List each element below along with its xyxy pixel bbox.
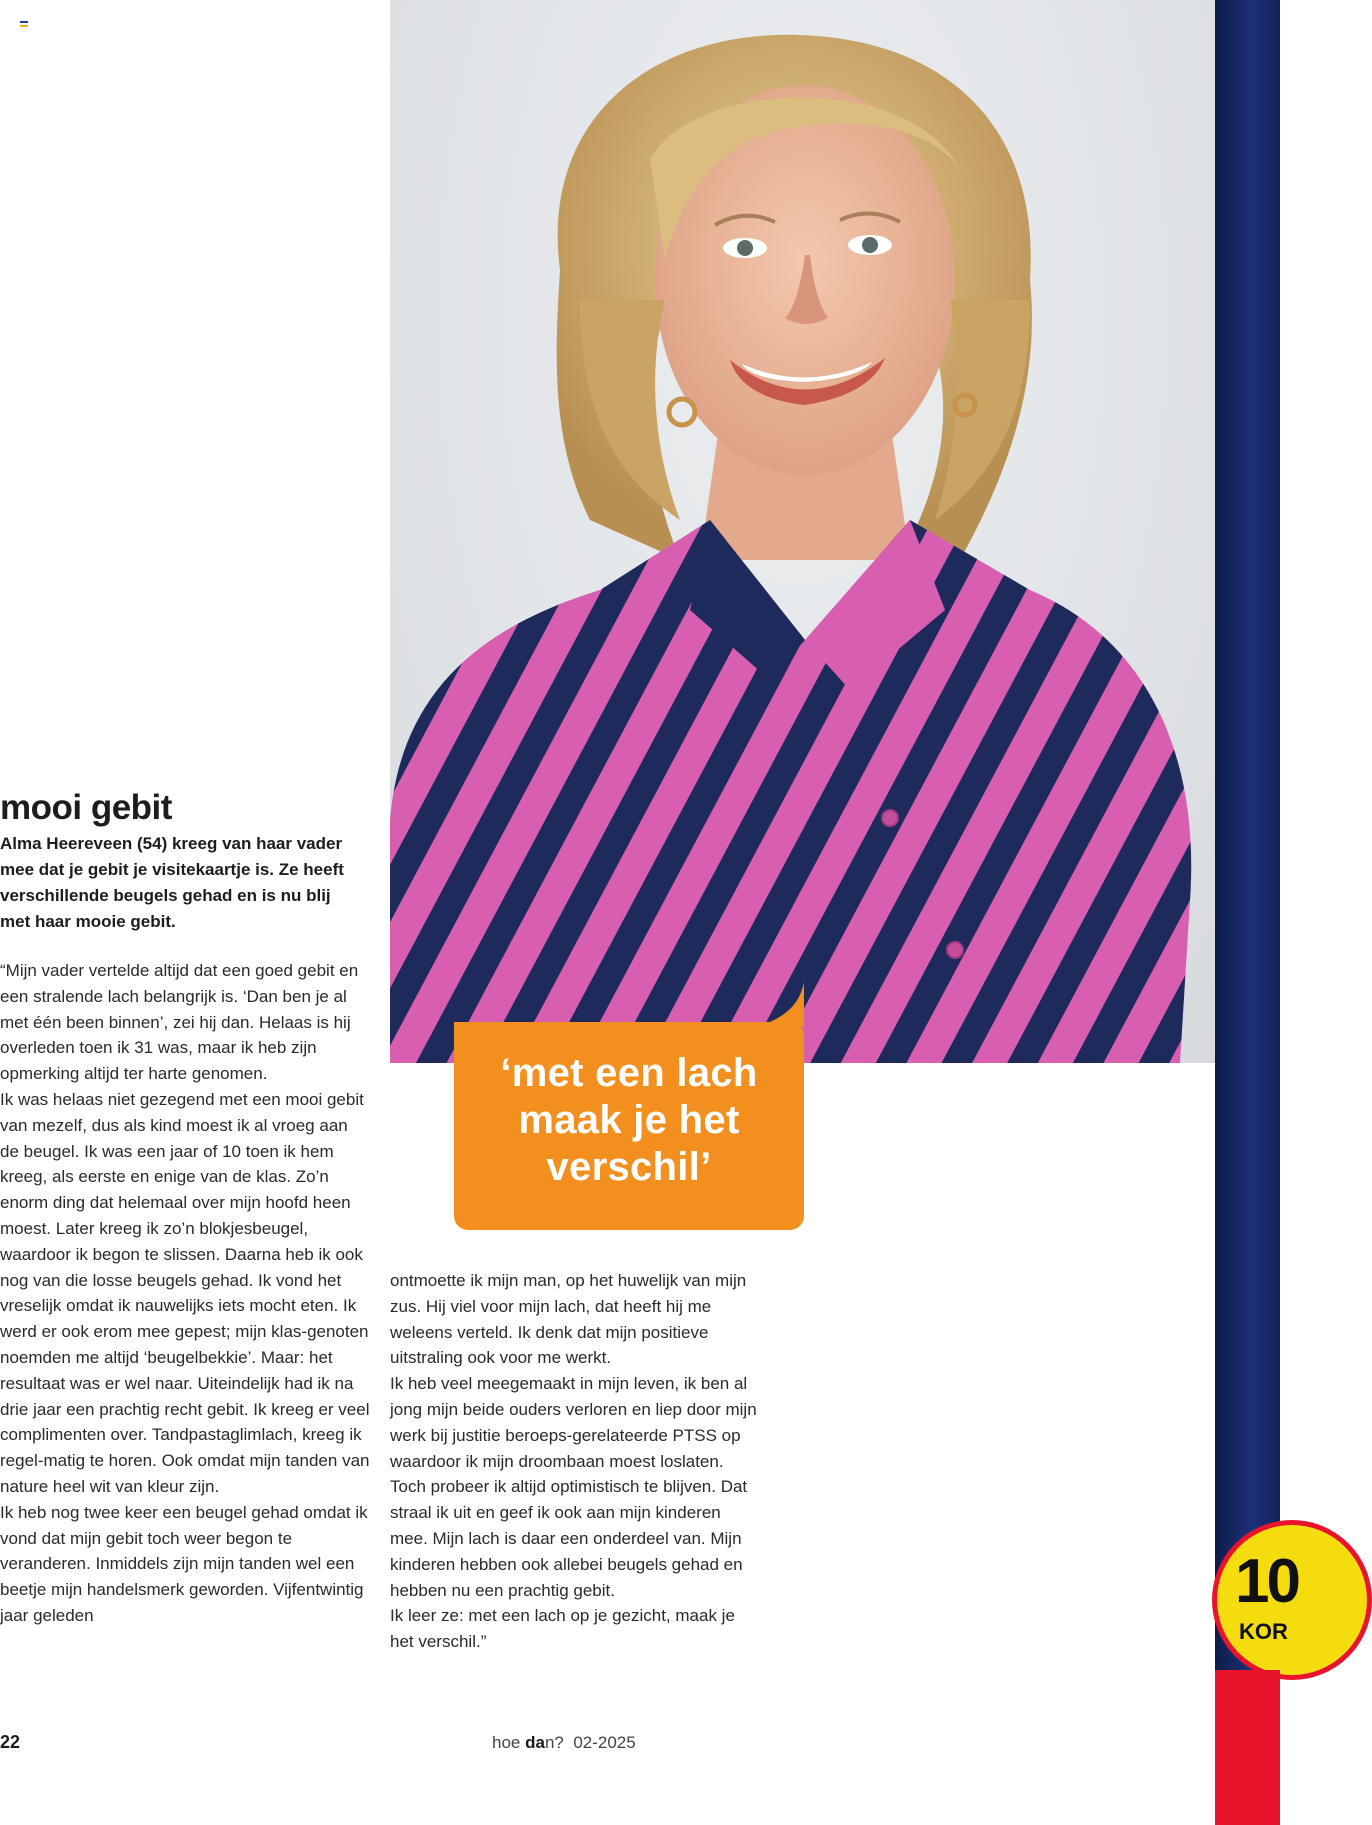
promo-badge xyxy=(1212,1520,1372,1680)
adjacent-page-red-band xyxy=(1215,1670,1280,1825)
paragraph: Ik leer ze: met een lach op je gezicht, maak je het verschil.” xyxy=(390,1606,735,1652)
paragraph: Ik heb veel meegemaakt in mijn leven, ik ben al jong mijn beide ouders verloren en liep door mijn werk bij justitie beroeps-gerelateerde PTSS op waardoor ik mijn droombaan moest loslaten. Toch probeer ik altijd optimistisch te blijven. Dat straal ik uit en geef ik ook aan mijn kinderen mee. Mijn lach is daar een onderdeel van. Mijn kinderen hebben ook allebei beugels gehad en hebben nu een prachtig gebit. xyxy=(390,1374,757,1600)
issue-number: 02-2025 xyxy=(573,1733,636,1752)
promo-badge-word: KOR xyxy=(1239,1619,1288,1644)
paragraph: Ik was helaas niet gezegend met een mooi gebit van mezelf, dus als kind moest ik al vroeg aan de beugel. Ik was een jaar of 10 toen ik hem kreeg, als eerste en enige van de klas. Zo’n enorm ding dat helemaal over mijn hoofd heen moest. Later kreeg ik zo’n blokjesbeugel, waardoor ik begon te slissen. Daarna heb ik ook nog van die losse beugels gehad. Ik vond het vreselijk omdat ik nauwelijks iets mocht eten. Ik werd er ook erom mee gepest; mijn klas-genoten noemden me altijd ‘beugelbekkie’. Maar: het resultaat was er wel naar. Uiteindelijk had ik na drie jaar een prachtig recht gebit. Ik kreeg er veel complimenten over. Tandpastaglimlach, kreeg ik regel-matig te horen. Ook omdat mijn tanden van nature heel wit van kleur zijn. xyxy=(0,1089,370,1496)
article-column-middle xyxy=(390,1268,760,1655)
article-headline: mooi gebit xyxy=(0,788,172,827)
pull-quote-text: ‘met een lach maak je het verschil’ xyxy=(500,1051,758,1189)
paragraph: “Mijn vader vertelde altijd dat een goed gebit en een stralende lach belangrijk is. ‘Dan ben je al met één been binnen’, zei hij dan. Helaas is hij overleden toen ik 31 was, maar ik heb zijn opmerking altijd ter harte genomen. xyxy=(0,961,359,1084)
quote-bubble-tail xyxy=(754,982,804,1027)
paragraph: ontmoette ik mijn man, op het huwelijk van mijn zus. Hij viel voor mijn lach, dat heeft hij me weleens verteld. Ik denk dat mijn positieve uitstraling ook voor me werkt. xyxy=(390,1271,747,1368)
magazine-name-pre: hoe xyxy=(492,1733,526,1752)
promo-badge-number: 10 xyxy=(1235,1547,1298,1616)
article-column-left xyxy=(0,958,370,1629)
portrait-illustration xyxy=(390,0,1215,1063)
article-intro: Alma Heereveen (54) kreeg van haar vader mee dat je gebit je visitekaartje is. Ze heeft verschillende beugels gehad en is nu blij met haar mooie gebit. xyxy=(0,834,344,931)
portrait-photo xyxy=(390,0,1215,1063)
magazine-footer xyxy=(492,1734,636,1751)
language-flag-icon xyxy=(20,21,28,27)
paragraph: Ik heb nog twee keer een beugel gehad omdat ik vond dat mijn gebit toch weer begon te veranderen. Inmiddels zijn mijn tanden wel een beetje mijn handelsmerk geworden. Vijfentwintig jaar geleden xyxy=(0,1502,368,1625)
magazine-name-post: n? xyxy=(544,1733,564,1752)
magazine-name-bold: da xyxy=(525,1733,545,1752)
page-number: 22 xyxy=(0,1732,21,1752)
